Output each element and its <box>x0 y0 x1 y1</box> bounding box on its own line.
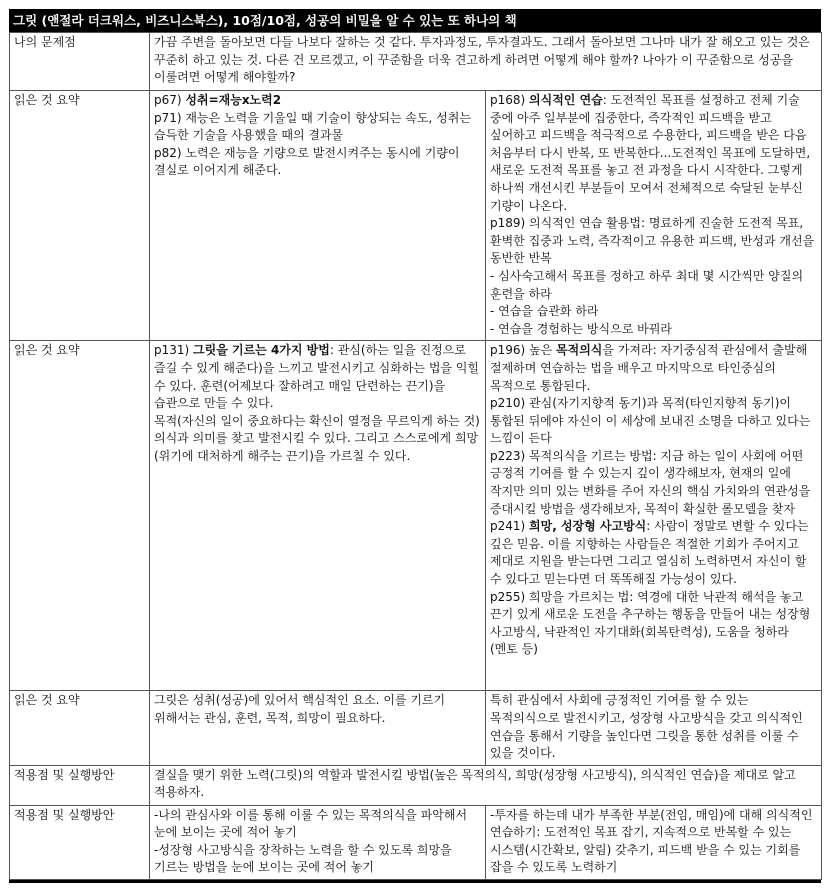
row-label: 읽은 것 요약 <box>10 341 150 691</box>
summary-paragraph <box>490 215 817 268</box>
paragraph-text: : 사람이 정말로 변할 수 있다는 깊은 믿음. 이를 지향하는 사람들은 적절한 기회가 주어지고 제대로 지원을 받는다면 그리고 열심히 노력하면서 자신이 할 수 있다고 믿는다면 더 똑똑해질 가능성이 있다. <box>490 519 809 587</box>
row-summary-1 <box>10 91 822 341</box>
key-term: 성취=재능x노력2 <box>185 93 282 107</box>
review-table <box>9 32 822 880</box>
paragraph-text: p131) <box>154 343 194 358</box>
row-apply-1 <box>10 765 822 805</box>
summary-2-right <box>486 341 822 691</box>
summary-paragraph <box>154 110 481 145</box>
problem-text: 가끔 주변을 돌아보면 다들 나보다 잘하는 것 같다. 투자과정도, 투자결과도. 그래서 돌아보면 그나마 내가 잘 해오고 있는 것은 꾸준히 하고 있는 것. 다른 건 모르겠고, 이 꾸준함을 더욱 견고하게 하려면 어떻게 해야 할까? 나아가 이 꾸준함으로 성공을 이룰려면 어떻게 해야할까? <box>150 33 822 91</box>
summary-paragraph <box>490 268 817 303</box>
row-summary-3 <box>10 691 822 765</box>
paragraph-text: p210) 관심(자기지향적 동기)과 목적(타인지향적 동기)이 통합된 뒤에야 자신이 이 세상에 보내진 소명을 다하고 있다는 느낌이 든다 <box>490 396 811 446</box>
key-term: 그릿을 기르는 4가지 방법 <box>193 343 330 358</box>
paragraph-text: p241) <box>490 519 530 534</box>
row-label: 적용점 및 실행방안 <box>10 765 150 805</box>
paragraph-text: p189) 의식적인 연습 활용법: 명료하게 진술한 도전적 목표, 환벽한 집중과 노력, 즉각적이고 유용한 피드백, 반성과 개선을 동반한 반복 <box>490 216 815 266</box>
book-title: 그릿 (앤절라 더크워스, 비즈니스북스), 10점/10점, 성공의 비밀을 알 수 있는 또 하나의 책 <box>9 9 821 32</box>
paragraph-text: 을 가져라: 자기중심적 관심에서 출발해 절제하며 연습하는 법을 배우고 마지막으로 타인중심의 목적으로 통합된다. <box>490 343 808 393</box>
summary-2-left <box>150 341 486 691</box>
summary-paragraph <box>154 413 481 466</box>
summary-3-left: 그릿은 성취(성공)에 있어서 핵심적인 요소. 이를 기르기 위해서는 관심, 훈련, 목적, 희망이 필요하다. <box>150 691 486 765</box>
paragraph-text: p67) <box>154 93 186 107</box>
summary-paragraph <box>490 589 817 659</box>
summary-paragraph <box>490 395 817 448</box>
summary-1-left <box>150 91 486 341</box>
document <box>9 9 821 883</box>
paragraph-text: : 관심(하는 일을 진정으로 즐길 수 있게 해준다)을 느끼고 발전시키고 심화하는 법을 익힐 수 있다. 훈련(어제보다 잘하려고 매일 단련하는 끈기)을 습관으로 만들 수 있다. <box>154 343 479 411</box>
paragraph-text: p82) 노력은 재능을 기량으로 발전시켜주는 동시에 기량이 결실로 이어지게 해준다. <box>154 145 460 178</box>
row-label: 읽은 것 요약 <box>10 691 150 765</box>
summary-paragraph <box>490 518 817 588</box>
summary-paragraph <box>154 92 481 110</box>
row-label: 나의 문제점 <box>10 33 150 91</box>
apply-1-text: 결실을 맺기 위한 노력(그릿)의 역할과 발전시킬 방법(높은 목적의식, 희망(성장형 사고방식), 의식적인 연습)을 제대로 알고 적용하자. <box>150 765 822 805</box>
apply-2-right <box>486 805 822 879</box>
summary-paragraph <box>154 145 481 180</box>
row-label: 읽은 것 요약 <box>10 91 150 341</box>
paragraph-text: p196) 높은 <box>490 343 557 358</box>
row-apply-2 <box>10 805 822 879</box>
paragraph-text: p223) 목적의식을 기르는 방법: 지금 하는 일이 사회에 어떤 긍정적 기여를 할 수 있는지 깊이 생각해보자, 현재의 일에 작지만 의미 있는 변화를 주어 자신의 핵심 가치와의 연관성을 증대시킬 방법을 생각해보자, 목적이 확실한 롤모델을 찾자 <box>490 448 811 516</box>
summary-paragraph <box>154 342 481 412</box>
row-label: 적용점 및 실행방안 <box>10 805 150 879</box>
action-item: -나의 관심사와 이를 통해 이룰 수 있는 목적의식을 파악해서 눈에 보이는 곳에 적어 놓기 <box>154 807 468 840</box>
paragraph-text: p255) 희망을 가르치는 법: 역경에 대한 낙관적 해석을 놓고 끈기 있게 새로운 도전을 추구하는 행동을 만들어 내는 성장형 사고방식, 낙관적인 자기대화(회복탄력성), 도움을 청하라 (멘토 등) <box>490 589 811 657</box>
action-item: -투자를 하는데 내가 부족한 부분(전임, 매임)에 대해 의식적인 연습하기: 도전적인 목표 잡기, 지속적으로 반복할 수 있는 시스템(시간확보, 알림) 갖추기, 피드백 받을 수 있는 기회를 잡을 수 있도록 노력하기 <box>490 807 813 875</box>
paragraph-text: p71) 재능은 노력을 기울일 때 기술이 향상되는 속도, 성취는 습득한 기술을 사용했을 때의 결과물 <box>154 110 471 143</box>
summary-paragraph <box>490 448 817 518</box>
key-term: 의식적인 연습 <box>529 93 603 107</box>
key-term: 목적의식 <box>556 343 603 358</box>
summary-paragraph <box>490 321 817 339</box>
summary-1-right <box>486 91 822 341</box>
paragraph-text: - 심사숙고해서 목표를 정하고 하루 최대 몇 시간씩만 양질의 훈련을 하라 <box>490 268 804 301</box>
apply-2-left <box>150 805 486 879</box>
paragraph-text: p168) <box>490 93 530 107</box>
summary-paragraph <box>490 92 817 215</box>
paragraph-text: 목적(자신의 일이 중요하다는 확신이 열정을 무르익게 하는 것)의식과 의미를 찾고 발전시킬 수 있다. 그리고 스스로에게 희망(위기에 대처하게 해주는 끈기)을 가르칠 수 있다. <box>154 413 480 463</box>
row-problem <box>10 33 822 91</box>
row-summary-2 <box>10 341 822 691</box>
key-term: 희망, 성장형 사고방식 <box>529 519 647 534</box>
summary-paragraph <box>490 342 817 395</box>
summary-3-right: 특히 관심에서 사회에 긍정적인 기여를 할 수 있는 목적의식으로 발전시키고, 성장형 사고방식을 갖고 의식적인 연습을 통해서 기량을 높인다면 그릿을 통한 성취를 이룰 수 있을 것이다. <box>486 691 822 765</box>
bottom-rule <box>9 880 821 883</box>
summary-paragraph <box>490 303 817 321</box>
paragraph-text: - 연습을 경험하는 방식으로 바꿔라 <box>490 321 672 336</box>
action-item: -성장형 사고방식을 장착하는 노력을 할 수 있도록 희망을 기르는 방법을 눈에 보이는 곳에 적어 놓기 <box>154 842 452 875</box>
paragraph-text: - 연습을 습관화 하라 <box>490 304 599 319</box>
paragraph-text: : 도전적인 목표를 설정하고 전체 기술 중에 아주 일부분에 집중한다, 즉각적인 피드백을 받고 싶어하고 피드백을 적극적으로 수용한다, 피드백을 받은 다음 처음부터 다시 반복, 또 반복한다...도전적인 목표에 도달하면, 새로운 도전적 목표를 놓고 전 과정을 다시 시작한다. 그렇게 하나씩 개선시킨 부분들이 모여서 전체적으로 숙달된 눈부신 기량이 나온다. <box>490 93 811 213</box>
